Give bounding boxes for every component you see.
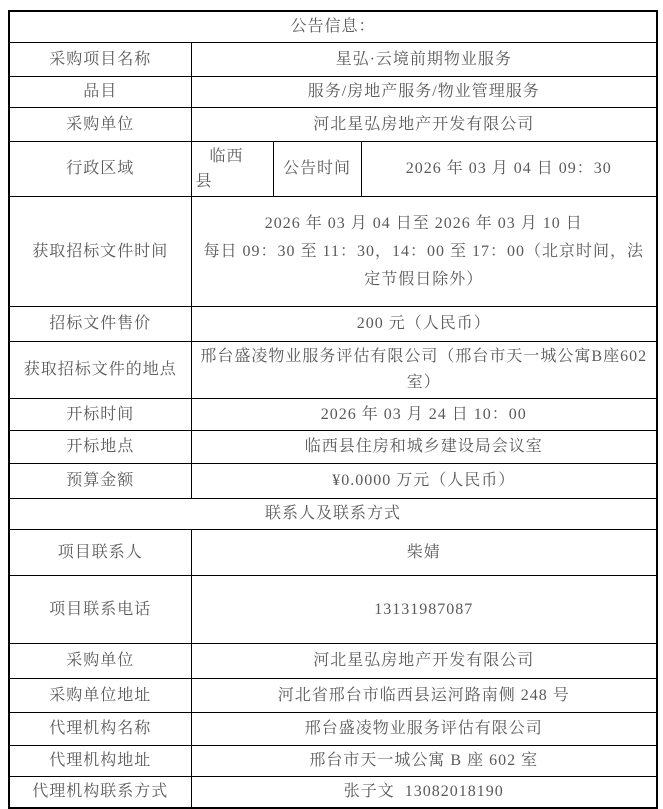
table-row-bid-open-place xyxy=(9,431,657,464)
purchaser-address-value: 河北省邢台市临西县运河路南侧 248 号 xyxy=(191,679,657,713)
bid-open-time-label: 开标时间 xyxy=(9,399,191,431)
project-contact-label: 项目联系人 xyxy=(9,530,191,576)
table-row-purchaser-address xyxy=(9,679,657,713)
doc-time-value xyxy=(191,197,657,307)
bid-open-time-value: 2026 年 03 月 24 日 10：00 xyxy=(191,399,657,431)
doc-time-line1: 2026 年 03 月 04 日至 2026 年 03 月 10 日 xyxy=(264,214,583,232)
contact-section-title: 联系人及联系方式 xyxy=(9,499,657,530)
table-row-project-name xyxy=(9,43,657,77)
agency-address-value: 邢台市天一城公寓 B 座 602 室 xyxy=(191,746,657,777)
purchaser-label: 采购单位 xyxy=(9,108,191,142)
table-row-bid-open-time xyxy=(9,399,657,431)
table-row-purchaser xyxy=(9,108,657,142)
agency-name-value: 邢台盛凌物业服务评估有限公司 xyxy=(191,713,657,746)
table-row-region-announce-time xyxy=(9,142,657,197)
budget-label: 预算金额 xyxy=(9,464,191,499)
table-row-section-contact xyxy=(9,499,657,530)
contact-purchaser-label: 采购单位 xyxy=(9,644,191,679)
table-row-contact-purchaser xyxy=(9,644,657,679)
bid-open-place-value: 临西县住房和城乡建设局会议室 xyxy=(191,431,657,464)
agency-name-label: 代理机构名称 xyxy=(9,713,191,746)
doc-place-value: 邢台盛凌物业服务评估有限公司（邢台市天一城公寓B座602室） xyxy=(191,342,657,399)
announcement-table xyxy=(8,10,658,809)
category-value: 服务/房地产服务/物业管理服务 xyxy=(191,77,657,108)
purchaser-value: 河北星弘房地产开发有限公司 xyxy=(191,108,657,142)
project-phone-label: 项目联系电话 xyxy=(9,576,191,644)
doc-time-label: 获取招标文件时间 xyxy=(9,197,191,307)
agency-contact-value: 张子文 13082018190 xyxy=(191,777,657,809)
project-name-label: 采购项目名称 xyxy=(9,43,191,77)
announce-time-value: 2026 年 03 月 04 日 09：30 xyxy=(361,142,657,197)
purchaser-address-label: 采购单位地址 xyxy=(9,679,191,713)
table-row-agency-name xyxy=(9,713,657,746)
table-row-agency-address xyxy=(9,746,657,777)
table-row-section-announcement xyxy=(9,11,657,43)
contact-purchaser-value: 河北星弘房地产开发有限公司 xyxy=(191,644,657,679)
doc-place-label: 获取招标文件的地点 xyxy=(9,342,191,399)
project-contact-value: 柴婧 xyxy=(191,530,657,576)
table-row-category xyxy=(9,77,657,108)
agency-contact-label: 代理机构联系方式 xyxy=(9,777,191,809)
table-row-project-phone xyxy=(9,576,657,644)
table-row-budget xyxy=(9,464,657,499)
region-value-text: 临西县 xyxy=(195,148,244,190)
region-value xyxy=(191,142,273,197)
table-row-project-contact xyxy=(9,530,657,576)
budget-value: ¥0.0000 万元（人民币） xyxy=(191,464,657,499)
region-label: 行政区域 xyxy=(9,142,191,197)
project-name-value: 星弘·云境前期物业服务 xyxy=(191,43,657,77)
announce-time-label: 公告时间 xyxy=(273,142,361,197)
project-phone-value: 13131987087 xyxy=(191,576,657,644)
doc-price-value: 200 元（人民币） xyxy=(191,307,657,342)
table-row-doc-time xyxy=(9,197,657,307)
agency-address-label: 代理机构地址 xyxy=(9,746,191,777)
table-row-doc-price xyxy=(9,307,657,342)
bid-open-place-label: 开标地点 xyxy=(9,431,191,464)
doc-price-label: 招标文件售价 xyxy=(9,307,191,342)
table-row-doc-place xyxy=(9,342,657,399)
doc-time-line2: 每日 09：30 至 11：30，14：00 至 17：00（北京时间，法定节假日除外） xyxy=(203,242,644,288)
table-row-agency-contact xyxy=(9,777,657,809)
announcement-section-title: 公告信息： xyxy=(9,11,657,43)
category-label: 品目 xyxy=(9,77,191,108)
